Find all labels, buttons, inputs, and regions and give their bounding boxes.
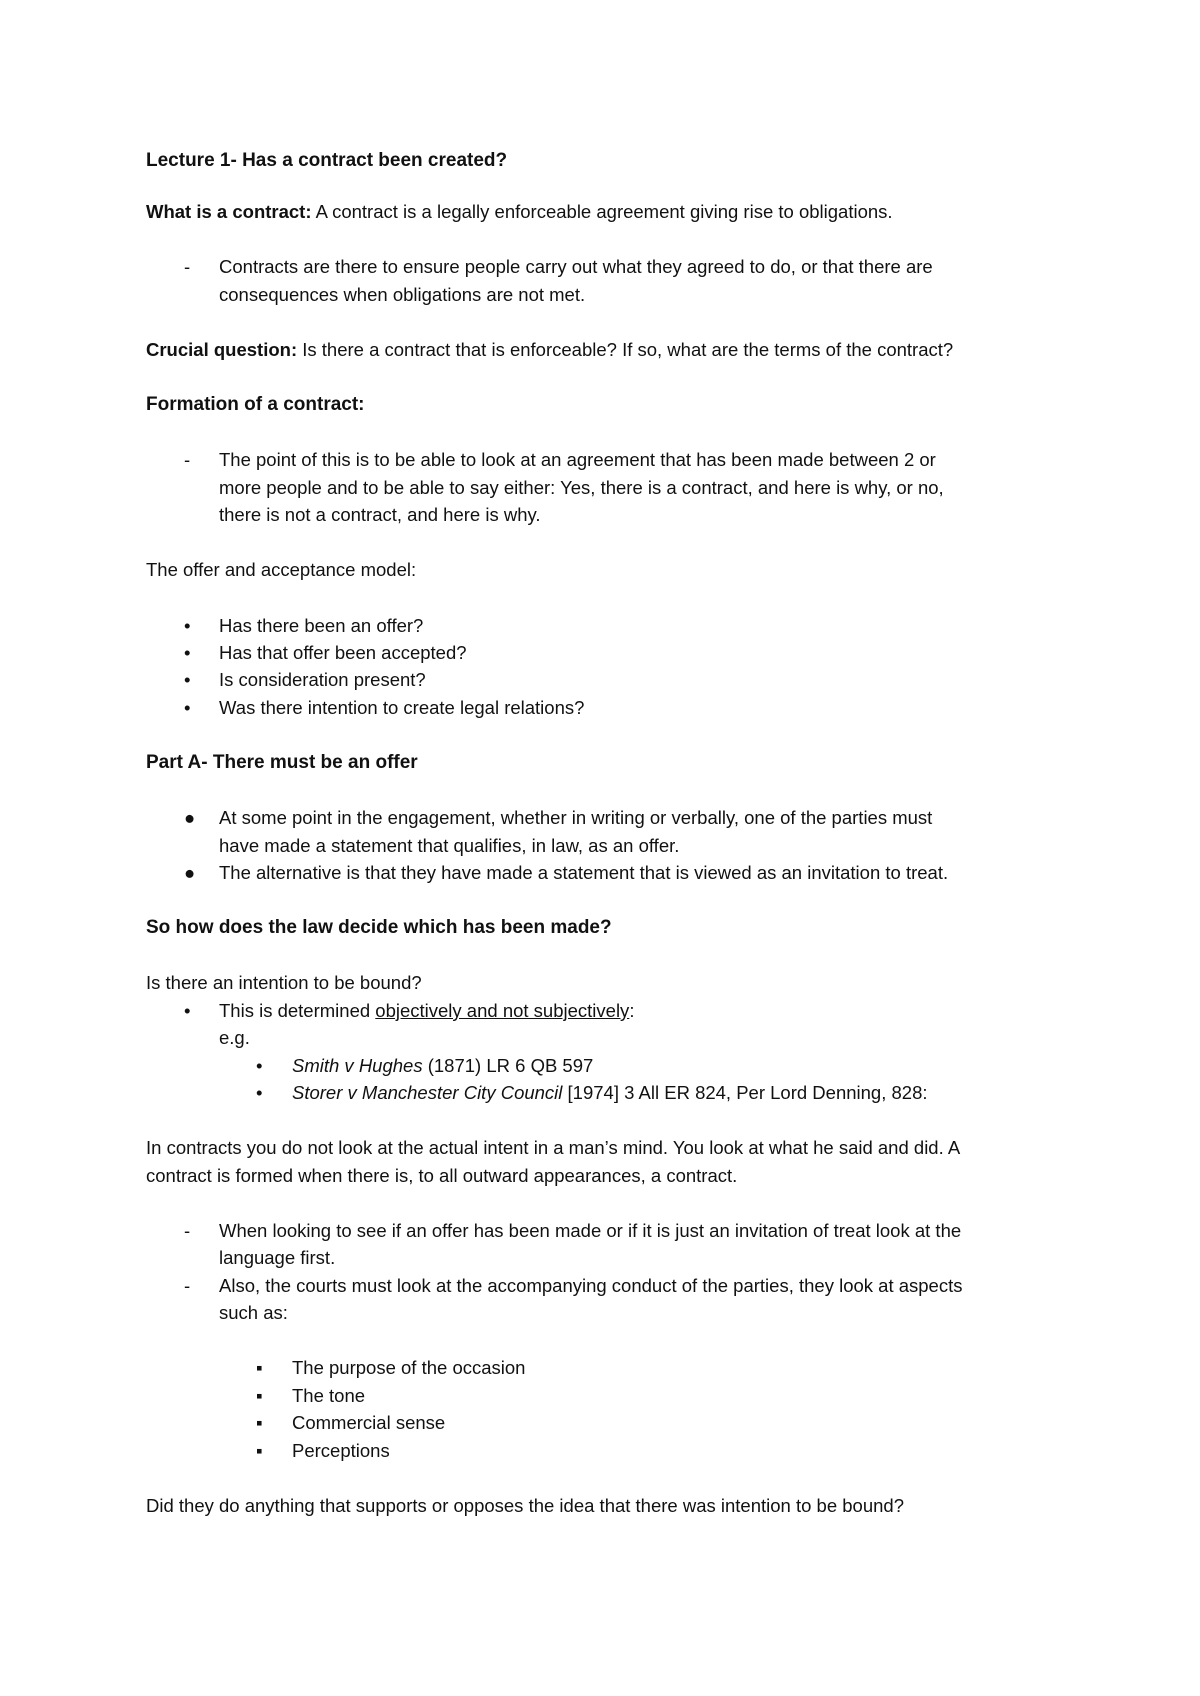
- contract-definition: [146, 198, 893, 225]
- square-bullet-marker: ▪: [256, 1385, 263, 1406]
- dash-marker: -: [184, 256, 191, 277]
- quote-line: In contracts you do not look at the actual intent in a man’s mind. You look at what he said and did. A: [146, 1137, 961, 1158]
- model-item: Has there been an offer?: [219, 615, 424, 636]
- case-citation: [292, 1052, 593, 1079]
- formation-heading: Formation of a contract:: [146, 394, 365, 415]
- determined-prefix: This is determined: [219, 1000, 376, 1021]
- aspect-item: Commercial sense: [292, 1412, 446, 1433]
- dash-marker: -: [184, 1220, 191, 1241]
- contract-definition-label: What is a contract:: [146, 201, 312, 222]
- quote-line: contract is formed when there is, to all outward appearances, a contract.: [146, 1165, 738, 1186]
- part-a-item-line: At some point in the engagement, whether in writing or verbally, one of the parties must: [219, 807, 933, 828]
- square-bullet-marker: ▪: [256, 1357, 263, 1378]
- part-a-heading: Part A- There must be an offer: [146, 752, 418, 773]
- eg-label: e.g.: [219, 1027, 250, 1048]
- dash-marker: -: [184, 449, 191, 470]
- bullet-marker: •: [184, 642, 191, 663]
- final-question: Did they do anything that supports or opposes the idea that there was intention to be bound?: [146, 1495, 904, 1516]
- model-item: Is consideration present?: [219, 669, 426, 690]
- bullet-marker: •: [256, 1055, 263, 1076]
- determined-underlined: objectively and not subjectively: [375, 1000, 630, 1021]
- formation-point-line: The point of this is to be able to look at an agreement that has been made between 2 or: [219, 449, 936, 470]
- case-reference: [1974] 3 All ER 824, Per Lord Denning, 828:: [562, 1082, 928, 1103]
- dash-marker: -: [184, 1275, 191, 1296]
- model-intro: The offer and acceptance model:: [146, 559, 417, 580]
- bullet-marker: ●: [184, 807, 196, 828]
- contract-point-line: Contracts are there to ensure people carry out what they agreed to do, or that there are: [219, 256, 933, 277]
- case-name: Smith v Hughes: [292, 1055, 423, 1076]
- square-bullet-marker: ▪: [256, 1440, 263, 1461]
- crucial-question-label: Crucial question:: [146, 339, 298, 360]
- case-reference: (1871) LR 6 QB 597: [422, 1055, 594, 1076]
- part-a-item-line: The alternative is that they have made a statement that is viewed as an invitation to treat.: [219, 862, 949, 883]
- contract-definition-text: A contract is a legally enforceable agreement giving rise to obligations.: [311, 201, 893, 222]
- looking-point-line: language first.: [219, 1247, 336, 1268]
- bullet-marker: •: [184, 1000, 191, 1021]
- formation-point-line: more people and to be able to say either: Yes, there is a contract, and here is why, or no,: [219, 477, 944, 498]
- looking-point-line: When looking to see if an offer has been made or if it is just an invitation of treat look at the: [219, 1220, 962, 1241]
- case-citation: [292, 1079, 928, 1106]
- part-a-item-line: have made a statement that qualifies, in law, as an offer.: [219, 835, 680, 856]
- bullet-marker: •: [256, 1082, 263, 1103]
- aspect-item: The purpose of the occasion: [292, 1357, 526, 1378]
- aspect-item: The tone: [292, 1385, 366, 1406]
- aspect-item: Perceptions: [292, 1440, 390, 1461]
- crucial-question: [146, 336, 953, 363]
- intention-question: Is there an intention to be bound?: [146, 972, 422, 993]
- formation-point-line: there is not a contract, and here is why.: [219, 504, 541, 525]
- bullet-marker: •: [184, 615, 191, 636]
- contract-point-line: consequences when obligations are not met.: [219, 284, 586, 305]
- determined-suffix: :: [629, 1000, 635, 1021]
- bullet-marker: •: [184, 697, 191, 718]
- determined-line: [219, 997, 634, 1024]
- square-bullet-marker: ▪: [256, 1412, 263, 1433]
- looking-point-line: Also, the courts must look at the accompanying conduct of the parties, they look at aspects: [219, 1275, 963, 1296]
- bullet-marker: ●: [184, 862, 196, 883]
- page-title: Lecture 1- Has a contract been created?: [146, 150, 508, 171]
- model-item: Was there intention to create legal relations?: [219, 697, 585, 718]
- crucial-question-text: Is there a contract that is enforceable? If so, what are the terms of the contract?: [297, 339, 954, 360]
- decide-heading: So how does the law decide which has been made?: [146, 917, 612, 938]
- looking-point-line: such as:: [219, 1302, 288, 1323]
- case-name: Storer v Manchester City Council: [292, 1082, 563, 1103]
- bullet-marker: •: [184, 669, 191, 690]
- model-item: Has that offer been accepted?: [219, 642, 467, 663]
